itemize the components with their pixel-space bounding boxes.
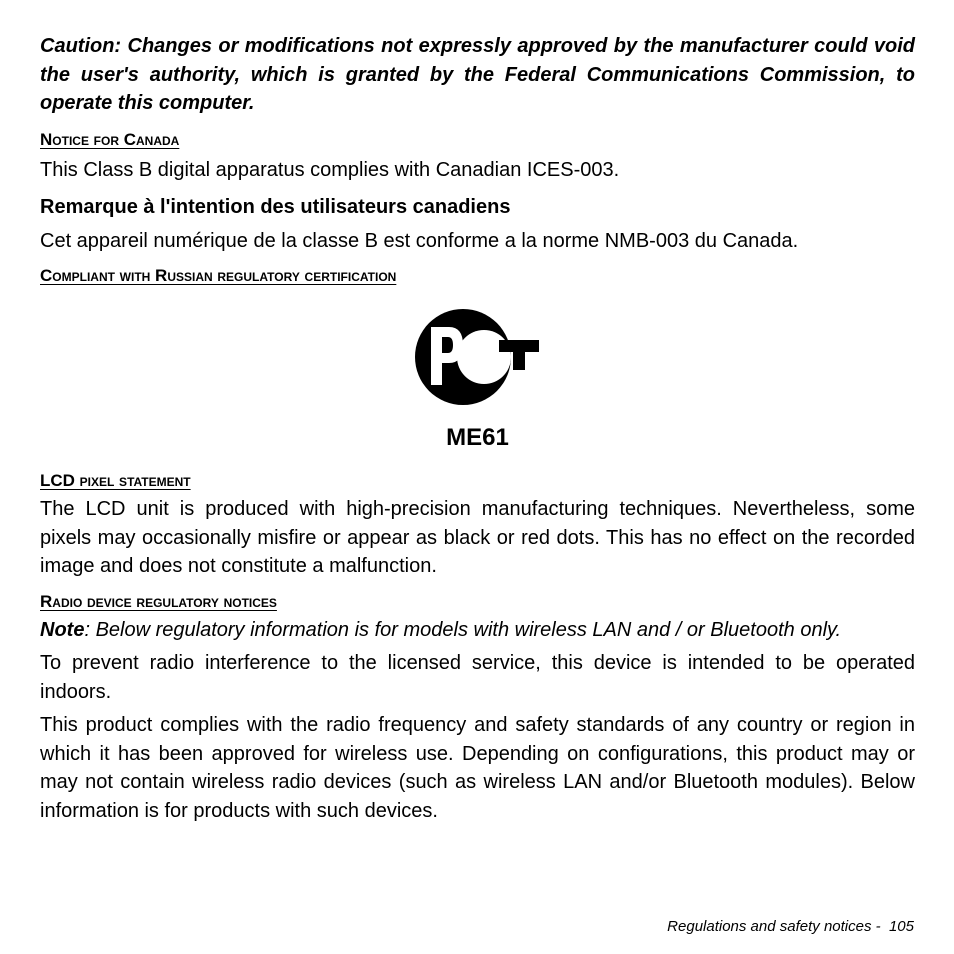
canada-text: This Class B digital apparatus complies with Canadian ICES-003. [40, 158, 620, 181]
radio-paragraph-1: To prevent radio interference to the licensed service, this device is intended to be operated indoors. [40, 652, 915, 703]
note-text: : Below regulatory information is for models with wireless LAN and / or Bluetooth only. [84, 618, 842, 641]
note-label: Note [40, 618, 85, 641]
radio-paragraph-2: This product complies with the radio frequency and safety standards of any country or region in which it has been approved for wireless use. Depending on configurations, this product may or may not contain wireless radio devices (such as wireless LAN and/or Bluetooth modules). Below information is for products with such devices. [40, 714, 915, 822]
certification-mark-code: ME61 [446, 424, 509, 451]
gost-r-certification-mark-icon [415, 307, 540, 407]
lcd-text: The LCD unit is produced with high-precision manufacturing techniques. Nevertheless, some pixels may occasionally misfire or appear as black or red dots. This has no effect on the recorded image and does not constitute a malfunction. [40, 498, 915, 577]
page-footer: Regulations and safety notices - 105 [667, 918, 914, 935]
canada-heading: Notice for Canada [40, 129, 180, 149]
canada-subheading: Remarque à l'intention des utilisateurs canadiens [40, 196, 511, 218]
russian-heading: Compliant with Russian regulatory certification [40, 266, 397, 285]
lcd-heading: LCD pixel statement [40, 471, 191, 490]
radio-note [40, 616, 915, 645]
document-page [40, 32, 915, 825]
radio-heading: Radio device regulatory notices [40, 591, 277, 611]
certification-logo-area [40, 307, 915, 407]
canada-subtext: Cet appareil numérique de la classe B est conforme a la norme NMB-003 du Canada. [40, 229, 799, 252]
caution-paragraph: Caution: Changes or modifications not expressly approved by the manufacturer could void the user's authority, which is granted by the Federal Communications Commission, to operate this computer. [40, 35, 915, 114]
